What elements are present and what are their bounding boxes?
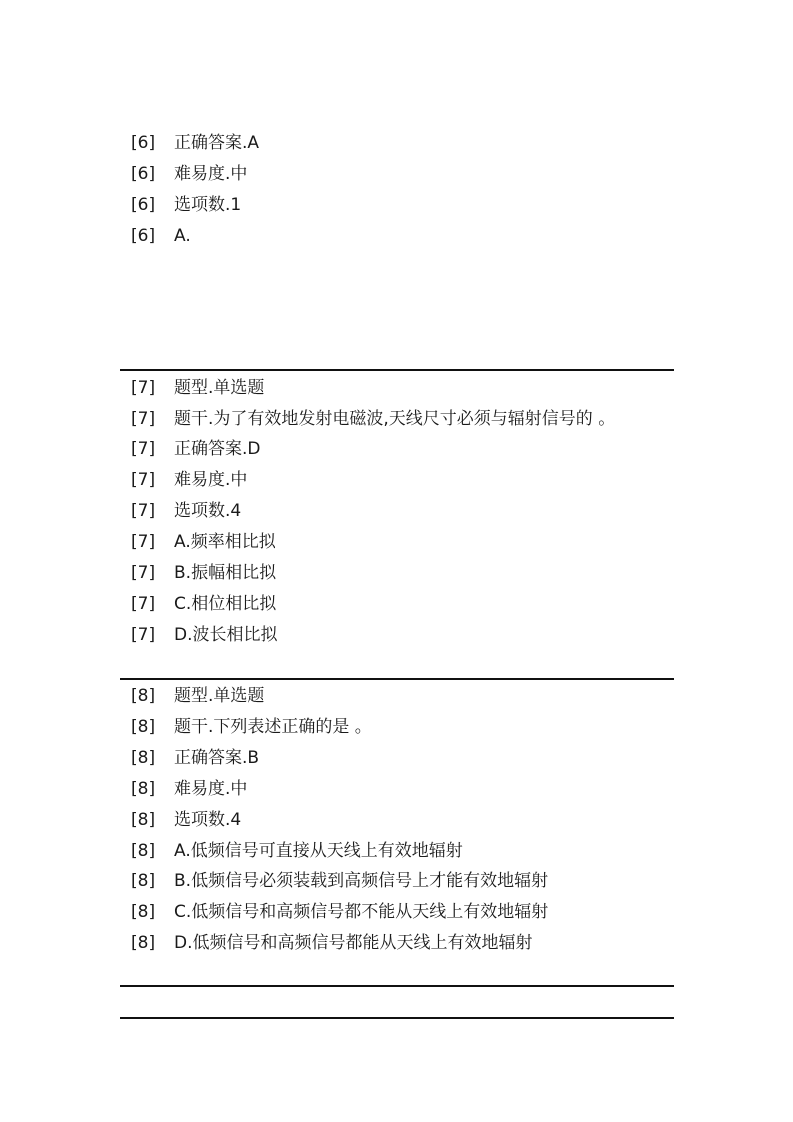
question-8-answer [131, 745, 259, 771]
question-number: [7] [131, 470, 156, 490]
line-text: 选项数.4 [174, 501, 242, 521]
line-text: 选项数.1 [174, 195, 242, 215]
question-number: [7] [131, 563, 156, 583]
question-number: [8] [131, 717, 156, 737]
line-text: 题型.单选题 [174, 378, 265, 398]
separator-line [120, 678, 674, 680]
question-7-stem [131, 406, 615, 432]
question-number: [8] [131, 841, 156, 861]
question-8-option-c [131, 899, 548, 925]
question-8-type [131, 683, 264, 709]
question-7-option-a [131, 529, 276, 555]
question-7-answer [131, 436, 261, 462]
line-text: A.频率相比拟 [174, 532, 276, 552]
line-text: C.相位相比拟 [174, 594, 277, 614]
question-number: [8] [131, 871, 156, 891]
question-8-stem [131, 714, 372, 740]
line-text: A. [174, 226, 191, 246]
question-number: [7] [131, 532, 156, 552]
line-text: 难易度.中 [174, 779, 248, 799]
question-number: [7] [131, 625, 156, 645]
line-text: 正确答案.B [174, 748, 260, 768]
question-number: [7] [131, 378, 156, 398]
line-text: D.波长相比拟 [174, 625, 278, 645]
question-number: [8] [131, 779, 156, 799]
line-text: 题干.为了有效地发射电磁波,天线尺寸必须与辐射信号的 。 [174, 409, 616, 429]
line-text: B.低频信号必须装载到高频信号上才能有效地辐射 [174, 871, 549, 891]
question-8-option-b [131, 868, 548, 894]
line-text: 题型.单选题 [174, 686, 265, 706]
question-number: [6] [131, 164, 156, 184]
line-text: 难易度.中 [174, 164, 248, 184]
question-8-option-count [131, 807, 241, 833]
separator-line [120, 369, 674, 371]
question-7-option-d [131, 622, 278, 648]
line-text: 正确答案.D [174, 439, 261, 459]
line-text: C.低频信号和高频信号都不能从天线上有效地辐射 [174, 902, 549, 922]
question-number: [6] [131, 133, 156, 153]
question-number: [8] [131, 902, 156, 922]
question-number: [7] [131, 594, 156, 614]
line-text: B.振幅相比拟 [174, 563, 277, 583]
question-number: [6] [131, 226, 156, 246]
question-7-type [131, 375, 264, 401]
question-number: [8] [131, 748, 156, 768]
question-8-option-a [131, 838, 463, 864]
question-number: [7] [131, 409, 156, 429]
line-text: 难易度.中 [174, 470, 248, 490]
question-number: [7] [131, 501, 156, 521]
line-text: D.低频信号和高频信号都能从天线上有效地辐射 [174, 933, 533, 953]
question-number: [8] [131, 933, 156, 953]
separator-line [120, 1017, 674, 1019]
question-number: [8] [131, 810, 156, 830]
question-number: [6] [131, 195, 156, 215]
line-text: 题干.下列表述正确的是 。 [174, 717, 372, 737]
question-6-answer [131, 130, 259, 156]
question-7-difficulty [131, 467, 247, 493]
line-text: 正确答案.A [174, 133, 260, 153]
question-number: [7] [131, 439, 156, 459]
question-6-difficulty [131, 161, 247, 187]
question-7-option-count [131, 498, 241, 524]
separator-line [120, 985, 674, 987]
question-7-option-c [131, 591, 276, 617]
question-number: [8] [131, 686, 156, 706]
question-6-option-a [131, 223, 191, 249]
question-8-option-d [131, 930, 533, 956]
line-text: A.低频信号可直接从天线上有效地辐射 [174, 841, 463, 861]
question-6-option-count [131, 192, 241, 218]
question-8-difficulty [131, 776, 247, 802]
question-7-option-b [131, 560, 276, 586]
line-text: 选项数.4 [174, 810, 242, 830]
